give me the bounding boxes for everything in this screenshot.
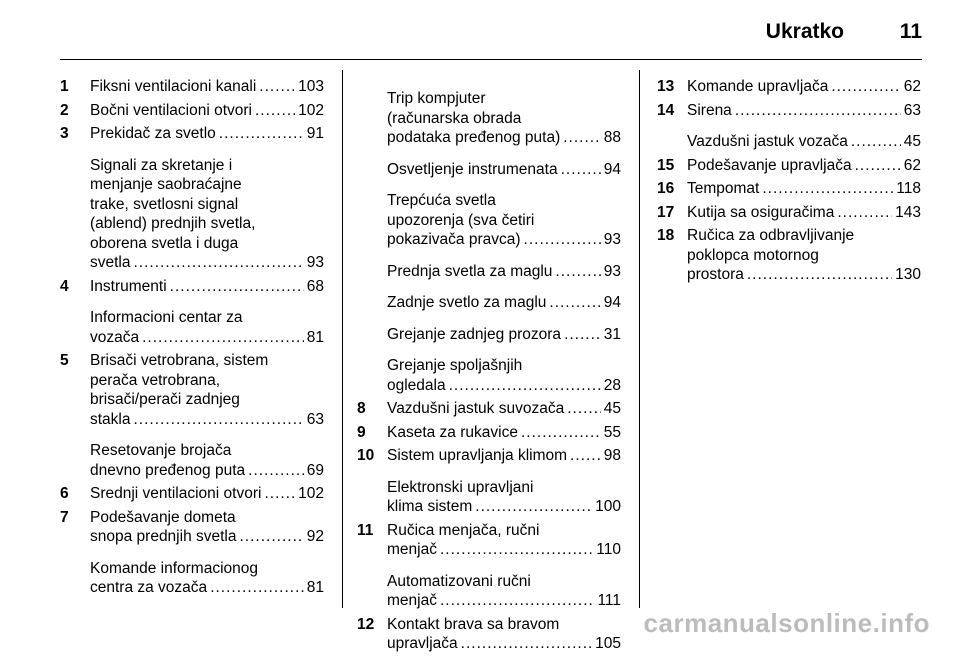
page-reference-link[interactable]: 91 xyxy=(306,125,324,142)
dot-leader xyxy=(440,591,594,611)
column-divider xyxy=(342,70,343,608)
entry-text: (ablend) prednjih svetla, xyxy=(90,215,256,232)
watermark: carmanualsonline.info xyxy=(643,608,930,638)
index-entry xyxy=(60,101,324,121)
entry-last-line xyxy=(687,203,921,223)
index-entry xyxy=(357,160,621,180)
entry-text: Vazdušni jastuk vozača xyxy=(687,133,848,150)
dot-leader xyxy=(259,77,295,97)
dot-leader xyxy=(255,101,295,121)
index-entry xyxy=(657,203,921,223)
entry-last-line xyxy=(687,265,921,285)
entry-last-line xyxy=(687,77,921,97)
entry-last-line xyxy=(90,77,324,97)
item-number: 15 xyxy=(657,156,675,174)
index-entry xyxy=(657,179,921,199)
entry-text: Zadnje svetlo za maglu xyxy=(387,294,547,311)
dot-leader xyxy=(570,446,601,466)
entry-text: brisači/perači zadnjeg xyxy=(90,391,240,408)
entry-last-line xyxy=(387,376,621,396)
entry-last-line xyxy=(387,160,621,180)
page-reference-link[interactable]: 102 xyxy=(298,485,324,502)
entry-text: Prednja svetla za maglu xyxy=(387,262,553,280)
index-entry xyxy=(357,325,621,345)
item-number: 3 xyxy=(60,125,69,142)
entry-text: Grejanje spoljašnjih xyxy=(387,357,523,374)
index-entry xyxy=(60,351,324,429)
header-rule xyxy=(60,59,922,60)
entry-last-line xyxy=(387,293,621,313)
entry-text: Osvetljenje instrumenata xyxy=(387,160,558,178)
dot-leader xyxy=(524,230,601,250)
entry-text: Ručica menjača, ručni xyxy=(387,521,540,539)
dot-leader xyxy=(142,328,304,348)
index-entry xyxy=(357,399,621,419)
dot-leader xyxy=(567,399,601,419)
entry-last-line xyxy=(90,124,324,144)
dot-leader xyxy=(549,293,600,313)
entry-last-line xyxy=(90,484,324,504)
item-number: 9 xyxy=(357,423,366,441)
column-divider xyxy=(639,70,640,608)
entry-text: trake, svetlosni signal xyxy=(90,195,239,213)
entry-text: stakla xyxy=(90,410,131,428)
index-entry xyxy=(60,484,324,504)
page-reference-link[interactable]: 98 xyxy=(603,447,621,464)
item-number: 4 xyxy=(60,277,69,295)
page-reference-link[interactable]: 103 xyxy=(298,78,324,95)
index-entry xyxy=(357,615,621,654)
index-entry xyxy=(357,478,621,517)
item-number: 18 xyxy=(657,227,675,244)
entry-last-line xyxy=(90,410,324,430)
page-title: Ukratko xyxy=(765,20,844,43)
entry-last-line xyxy=(387,540,621,560)
index-entry xyxy=(657,156,921,176)
entry-text: snopa prednjih svetla xyxy=(90,528,237,545)
entry-text: Informacioni centar za xyxy=(90,309,243,326)
page-reference-link[interactable]: 93 xyxy=(306,254,324,271)
index-entry xyxy=(60,156,324,273)
entry-text: vozača xyxy=(90,328,140,346)
dot-leader xyxy=(248,461,304,481)
page-reference-link[interactable]: 68 xyxy=(306,277,324,295)
entry-text: oborena svetla i duga xyxy=(90,234,239,252)
index-column-2 xyxy=(357,77,621,658)
entry-text: menjač xyxy=(387,592,437,609)
page-reference-link[interactable]: 62 xyxy=(903,156,921,174)
entry-last-line xyxy=(387,128,621,148)
dot-leader xyxy=(219,124,304,144)
entry-text: Komande informacionog xyxy=(90,559,259,577)
item-number: 10 xyxy=(357,447,375,464)
index-entry xyxy=(357,191,621,250)
entry-last-line xyxy=(387,230,621,250)
entry-last-line xyxy=(687,101,921,121)
entry-text: poklopca motornog xyxy=(687,246,819,264)
entry-text: Kontakt brava sa bravom xyxy=(387,615,560,633)
page-reference-link[interactable]: 81 xyxy=(306,328,324,346)
entry-text: ogledala xyxy=(387,376,446,394)
entry-text: Kaseta za rukavice xyxy=(387,423,518,441)
page-header xyxy=(0,18,922,48)
entry-text: Fiksni ventilacioni kanali xyxy=(90,78,257,95)
index-entry xyxy=(60,77,324,97)
dot-leader xyxy=(735,101,901,121)
entry-last-line xyxy=(90,101,324,121)
page-reference-link[interactable]: 45 xyxy=(903,133,921,150)
index-entry xyxy=(657,132,921,152)
entry-text: Trepćuća svetla xyxy=(387,192,496,209)
dot-leader xyxy=(555,262,600,282)
page-reference-link[interactable]: 28 xyxy=(603,376,621,394)
entry-text: Elektronski upravljani xyxy=(387,478,534,496)
index-column-3 xyxy=(657,77,921,289)
entry-text: pokazivača pravca) xyxy=(387,231,521,248)
dot-leader xyxy=(461,634,592,654)
page-reference-link[interactable]: 55 xyxy=(603,423,621,441)
entry-text: Resetovanje brojača xyxy=(90,442,232,459)
index-entry xyxy=(357,446,621,466)
index-entry xyxy=(657,77,921,97)
index-entry xyxy=(357,423,621,443)
page-reference-link[interactable]: 93 xyxy=(603,262,621,280)
item-number: 5 xyxy=(60,352,69,369)
entry-text: Srednji ventilacioni otvori xyxy=(90,485,262,502)
entry-text: Sirena xyxy=(687,101,732,119)
entry-text: perača vetrobrana, xyxy=(90,371,221,389)
entry-last-line xyxy=(387,497,621,517)
entry-text: podataka pređenog puta) xyxy=(387,129,561,146)
item-number: 11 xyxy=(357,521,374,539)
entry-last-line xyxy=(387,423,621,443)
page-reference-link[interactable]: 88 xyxy=(603,129,621,146)
entry-text: klima sistem xyxy=(387,498,473,515)
entry-last-line xyxy=(90,328,324,348)
page-reference-link[interactable]: 130 xyxy=(895,266,921,283)
index-entry xyxy=(60,308,324,347)
index-column-1 xyxy=(60,77,324,602)
dot-leader xyxy=(440,540,593,560)
item-number: 2 xyxy=(60,101,69,119)
index-entry xyxy=(60,559,324,598)
index-entry xyxy=(657,101,921,121)
page-reference-link[interactable]: 63 xyxy=(903,101,921,119)
entry-text: Grejanje zadnjeg prozora xyxy=(387,325,562,343)
index-entry xyxy=(60,124,324,144)
entry-text: Trip kompjuter xyxy=(387,90,486,107)
dot-leader xyxy=(561,160,601,180)
item-number: 1 xyxy=(60,78,69,95)
index-entry xyxy=(60,508,324,547)
index-entry xyxy=(357,572,621,611)
entry-text: menjač xyxy=(387,541,437,558)
entry-text: Vazdušni jastuk suvozača xyxy=(387,400,565,417)
entry-last-line xyxy=(387,634,621,654)
page-reference-link[interactable]: 31 xyxy=(603,325,621,343)
entry-text: upravljača xyxy=(387,635,458,652)
entry-last-line xyxy=(387,591,621,611)
dot-leader xyxy=(747,265,892,285)
dot-leader xyxy=(564,325,601,345)
page-reference-link[interactable]: 63 xyxy=(306,410,324,428)
entry-text: Signali za skretanje i xyxy=(90,156,233,174)
entry-last-line xyxy=(687,156,921,176)
page-reference-link[interactable]: 93 xyxy=(603,231,621,248)
dot-leader xyxy=(210,578,304,598)
page-reference-link[interactable]: 102 xyxy=(298,101,324,119)
entry-text: Sistem upravljanja klimom xyxy=(387,447,568,464)
index-entry xyxy=(357,293,621,313)
item-number: 8 xyxy=(357,400,366,417)
dot-leader xyxy=(170,277,304,297)
index-entry xyxy=(357,356,621,395)
page-reference-link[interactable]: 45 xyxy=(603,400,621,417)
entry-last-line xyxy=(90,461,324,481)
dot-leader xyxy=(240,527,304,547)
entry-last-line xyxy=(387,399,621,419)
item-number: 13 xyxy=(657,78,675,95)
entry-text: menjanje saobraćajne xyxy=(90,176,242,193)
entry-text: Podešavanje upravljača xyxy=(687,156,852,174)
page-reference-link[interactable]: 94 xyxy=(603,160,621,178)
entry-text: dnevno pređenog puta xyxy=(90,461,246,479)
dot-leader xyxy=(563,128,601,148)
item-number: 7 xyxy=(60,508,69,526)
entry-text: Ručica za odbravljivanje xyxy=(687,227,855,244)
page-reference-link[interactable]: 92 xyxy=(306,528,324,545)
dot-leader xyxy=(762,179,893,199)
entry-last-line xyxy=(387,446,621,466)
entry-text: Bočni ventilacioni otvori xyxy=(90,101,252,119)
entry-last-line xyxy=(687,132,921,152)
entry-text: Podešavanje dometa xyxy=(90,508,236,526)
entry-text: Brisači vetrobrana, sistem xyxy=(90,352,269,369)
entry-text: upozorenja (sva četiri xyxy=(387,211,535,229)
dot-leader xyxy=(837,203,892,223)
page-reference-link[interactable]: 62 xyxy=(903,78,921,95)
entry-last-line xyxy=(687,179,921,199)
page-reference-link[interactable]: 94 xyxy=(603,294,621,311)
entry-text: Instrumenti xyxy=(90,277,167,295)
entry-text: Prekidač za svetlo xyxy=(90,125,216,142)
entry-text: Tempomat xyxy=(687,180,760,197)
entry-text: Kutija sa osiguračima xyxy=(687,203,835,221)
index-entry xyxy=(357,262,621,282)
entry-text: svetla xyxy=(90,254,131,271)
entry-last-line xyxy=(90,277,324,297)
page-reference-link[interactable]: 111 xyxy=(597,592,621,609)
item-number: 6 xyxy=(60,485,69,502)
dot-leader xyxy=(521,423,601,443)
entry-last-line xyxy=(387,262,621,282)
item-number: 14 xyxy=(657,101,675,119)
entry-last-line xyxy=(90,527,324,547)
index-entry xyxy=(357,89,621,148)
dot-leader xyxy=(831,77,900,97)
item-number: 16 xyxy=(657,180,675,197)
entry-last-line xyxy=(387,325,621,345)
dot-leader xyxy=(134,253,304,273)
index-entry xyxy=(657,226,921,285)
entry-text: Komande upravljača xyxy=(687,78,829,95)
dot-leader xyxy=(851,132,901,152)
dot-leader xyxy=(449,376,601,396)
entry-text: Automatizovani ručni xyxy=(387,572,531,590)
page-reference-link[interactable]: 100 xyxy=(595,498,621,515)
index-entry xyxy=(60,441,324,480)
entry-last-line xyxy=(90,578,324,598)
entry-last-line xyxy=(90,253,324,273)
page-reference-link[interactable]: 110 xyxy=(596,541,621,558)
item-number: 17 xyxy=(657,203,675,221)
page-number: 11 xyxy=(899,20,922,43)
page-reference-link[interactable]: 81 xyxy=(306,579,324,596)
page-reference-link[interactable]: 143 xyxy=(895,203,921,221)
dot-leader xyxy=(475,497,592,517)
page-reference-link[interactable]: 105 xyxy=(595,635,621,652)
entry-text: (računarska obrada xyxy=(387,109,522,127)
entry-text: centra za vozača xyxy=(90,579,208,596)
dot-leader xyxy=(264,484,295,504)
index-entry xyxy=(357,521,621,560)
dot-leader xyxy=(855,156,901,176)
page-reference-link[interactable]: 69 xyxy=(306,461,324,479)
dot-leader xyxy=(134,410,304,430)
index-entry xyxy=(60,277,324,297)
entry-text: prostora xyxy=(687,266,744,283)
item-number: 12 xyxy=(357,615,375,633)
page-reference-link[interactable]: 118 xyxy=(896,180,921,197)
